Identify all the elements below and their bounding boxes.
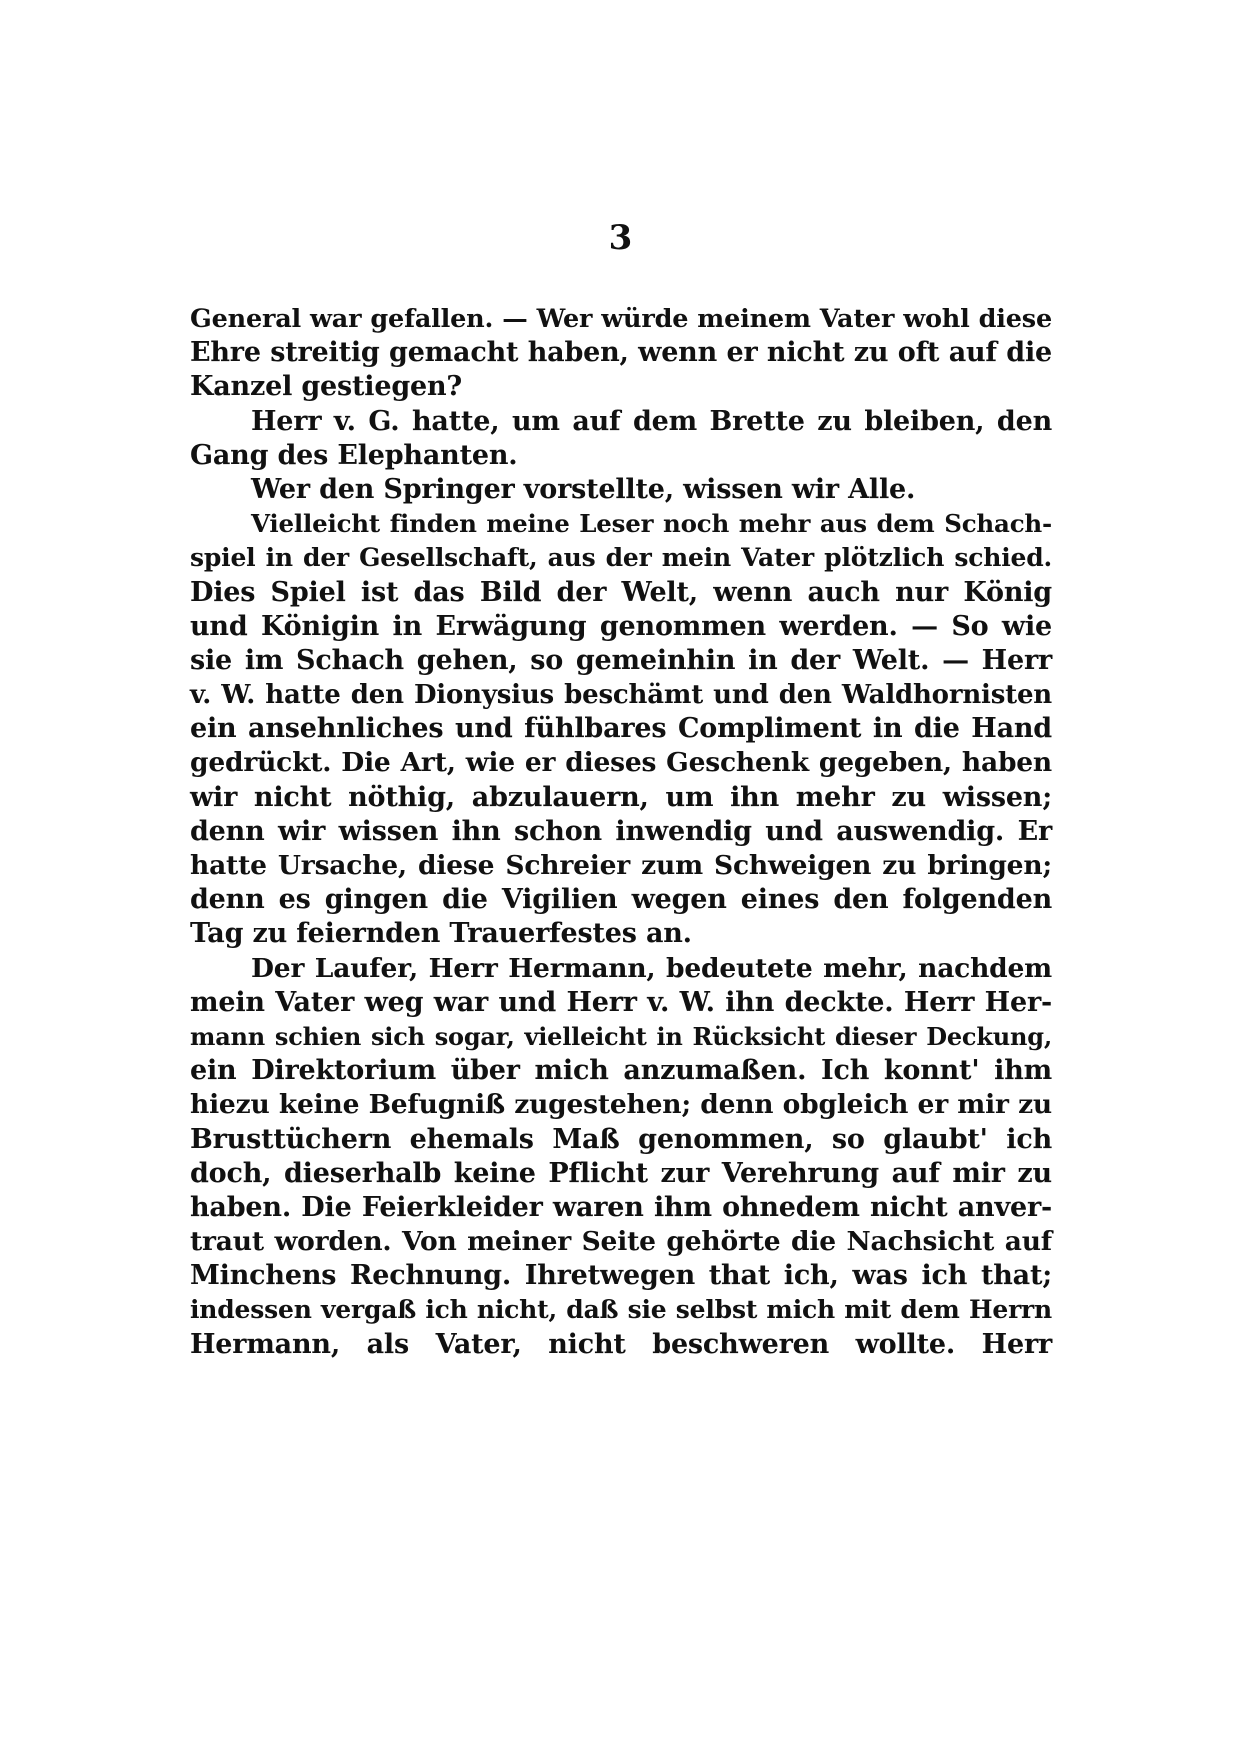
text-line: denn wir wissen ihn schon inwendig und auswendig. Er [190,815,1052,847]
text-line: ein Direktorium über mich anzumaßen. Ich konnt' ihm [190,1055,1052,1087]
text-line: Tag zu feiernden Trauerfestes an. [190,918,692,950]
text-line: sie im Schach gehen, so gemeinhin in der Welt. — Herr [190,644,1052,676]
text-line: und Königin in Erwägung genommen werden. — So wie [190,610,1052,642]
body-text [190,302,1052,1362]
text-line: v. W. hatte den Dionysius beschämt und den Waldhornisten [190,680,1052,711]
paragraph-start-line: Vielleicht finden meine Leser noch mehr aus dem Schach- [251,509,1052,539]
text-line: Hermann, als Vater, nicht beschweren wollte. Herr [190,1328,1052,1360]
text-line: spiel in der Gesellschaft, aus der mein Vater plötzlich schied. [190,543,1052,573]
text-line: hatte Ursache, diese Schreier zum Schweigen zu bringen; [190,850,1052,881]
text-line: Ehre streitig gemacht haben, wenn er nicht zu oft auf die [190,337,1052,369]
text-line: General war gefallen. — Wer würde meinem Vater wohl diese [190,304,1052,334]
paragraph-start-line: Der Laufer, Herr Hermann, bedeutete mehr, nachdem [251,952,1052,984]
text-line: Kanzel gestiegen? [190,371,463,403]
page-number: 3 [608,218,633,258]
text-line: wir nicht nöthig, abzulauern, um ihn mehr zu wissen; [190,781,1052,813]
text-line: hiezu keine Befugniß zugestehen; denn obgleich er mir zu [190,1089,1052,1121]
text-line: indessen vergaß ich nicht, daß sie selbst mich mit dem Herrn [190,1295,1052,1325]
text-line: Dies Spiel ist das Bild der Welt, wenn auch nur König [190,576,1052,608]
text-line: Gang des Elephanten. [190,439,518,471]
text-line: ein ansehnliches und fühlbares Compliment in die Hand [190,713,1052,745]
text-line: mein Vater weg war und Herr v. W. ihn deckte. Herr Her- [190,986,1052,1018]
text-line: mann schien sich sogar, vielleicht in Rücksicht dieser Deckung, [190,1021,1052,1051]
paragraph-start-line: Herr v. G. hatte, um auf dem Brette zu bleiben, den [251,405,1052,437]
text-line: traut worden. Von meiner Seite gehörte die Nachsicht auf [190,1226,1052,1258]
text-line: Minchens Rechnung. Ihretwegen that ich, was ich that; [190,1260,1052,1292]
text-line: denn es gingen die Vigilien wegen eines den folgenden [190,884,1052,916]
text-line: gedrückt. Die Art, wie er dieses Geschenk gegeben, haben [190,747,1052,779]
text-line: Brusttüchern ehemals Maß genommen, so glaubt' ich [190,1123,1052,1155]
text-line: doch, dieserhalb keine Pflicht zur Verehrung auf mir zu [190,1157,1052,1189]
text-line: haben. Die Feierkleider waren ihm ohnedem nicht anver- [190,1191,1052,1223]
paragraph-start-line: Wer den Springer vorstellte, wissen wir Alle. [251,473,916,505]
